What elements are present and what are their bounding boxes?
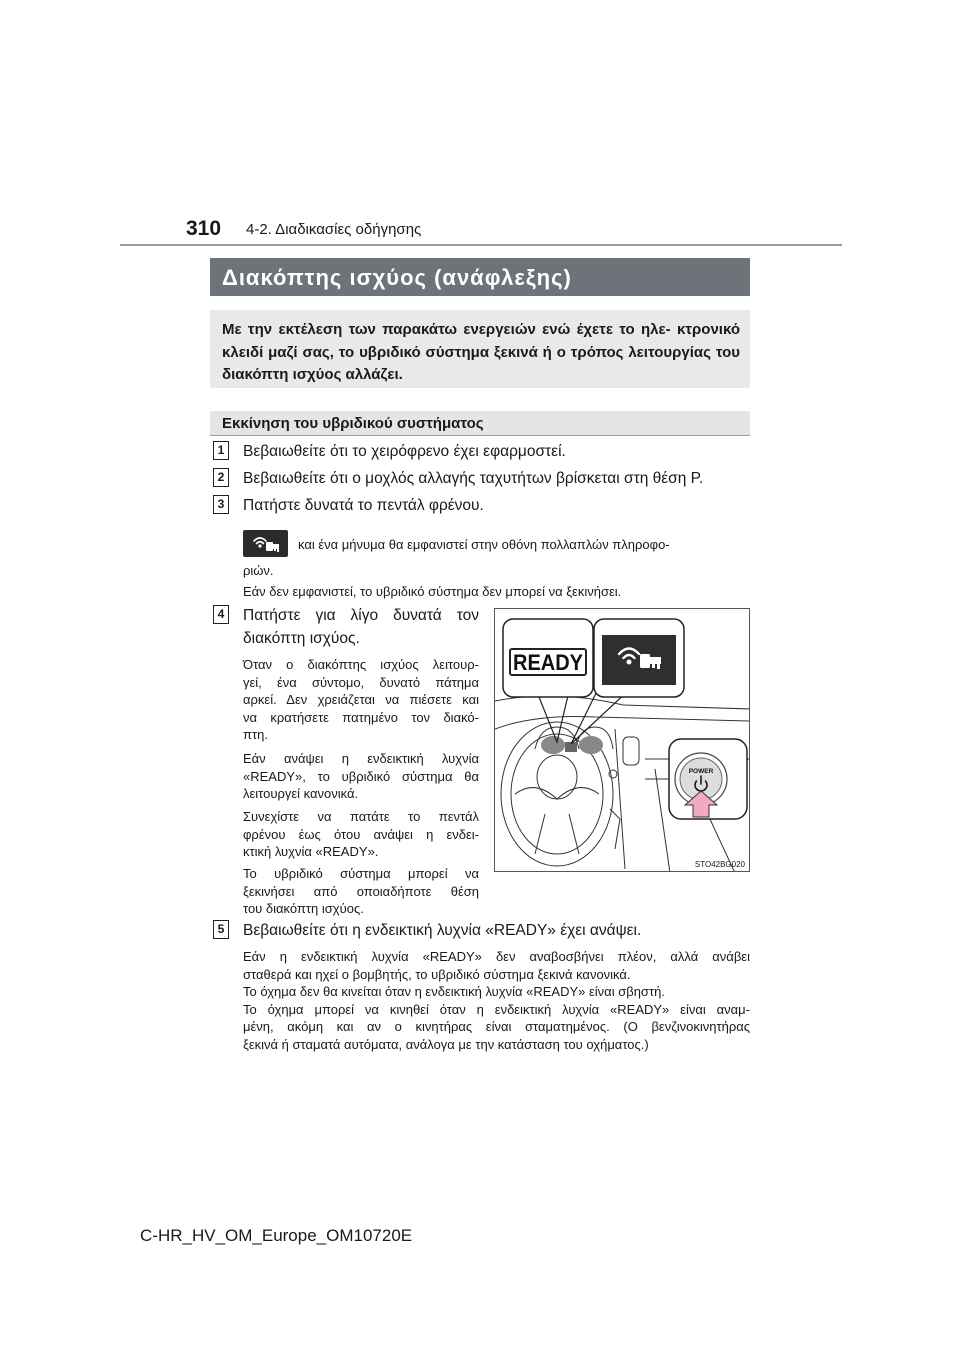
- step-number-3: 3: [213, 495, 229, 514]
- ready-label: READY: [513, 650, 584, 675]
- step4-note-2: Εάν ανάψει η ενδεικτική λυχνία «READY», το υβριδικό σύστημα θα λειτουργεί κανονικά.: [243, 751, 479, 801]
- step3-icon-text-cont: ριών.: [243, 563, 274, 578]
- step-number-2: 2: [213, 468, 229, 487]
- power-label: POWER: [688, 768, 714, 775]
- section-label: 4-2. Διαδικασίες οδήγησης: [246, 221, 422, 238]
- header-divider: [120, 244, 842, 246]
- page-title: Διακόπτης ισχύος (ανάφλεξης): [210, 258, 750, 296]
- step-text-2: Βεβαιωθείτε ότι ο μοχλός αλλαγής ταχυτήτων βρίσκεται στη θέση P.: [243, 470, 704, 487]
- step-text-3: Πατήστε δυνατά το πεντάλ φρένου.: [243, 497, 484, 514]
- step-text-1: Βεβαιωθείτε ότι το χειρόφρενο έχει εφαρμοστεί.: [243, 443, 566, 460]
- step-number-1: 1: [213, 441, 229, 460]
- page-number: 310: [186, 217, 222, 240]
- step4-note-1: Όταν ο διακόπτης ισχύος λειτουρ- γεί, ένα σύντομο, δυνατό πάτημα αρκεί. Δεν χρειάζεται να πιέσετε και να κρατήσετε πατημένο τον διακό- πτη.: [243, 657, 479, 742]
- step-number-4: 4: [213, 605, 229, 624]
- step5-notes: Εάν η ενδεικτική λυχνία «READY» δεν αναβοσβήνει πλέον, αλλά ανάβει σταθερά και ηχεί ο βομβητής, το υβριδικό σύστημα ξεκινά κανονικά. Το όχημα δεν θα κινείται όταν η ενδεικτική λυχνία «READY» είναι σβηστή. Το όχημα μπορεί να κινηθεί όταν η ενδεικτική λυχνία «READY» είναι αναμ- μένη, ακόμη και αν ο κινητήρας είναι σταματημένος. (Ο βενζινοκινητήρας ξεκινά ή σταματά αυτόματα, ανάλογα με την κατάσταση του οχήματος.): [243, 949, 751, 1052]
- step3-note: Εάν δεν εμφανιστεί, το υβριδικό σύστημα δεν μπορεί να ξεκινήσει.: [243, 584, 622, 599]
- step3-icon-text: και ένα μήνυμα θα εμφανιστεί στην οθόνη πολλαπλών πληροφο-: [298, 537, 670, 552]
- footer-doc-id: C-HR_HV_OM_Europe_OM10720E: [140, 1226, 413, 1245]
- subheading: Εκκίνηση του υβριδικού συστήματος: [210, 411, 750, 436]
- step4-note-3: Συνεχίστε να πατάτε το πεντάλ φρένου έως ότου ανάψει η ενδει- κτική λυχνία «READY».: [243, 809, 479, 859]
- step-text-5: Βεβαιωθείτε ότι η ενδεικτική λυχνία «READY» έχει ανάψει.: [243, 922, 642, 939]
- step-text-4: Πατήστε για λίγο δυνατά τον: [243, 607, 479, 624]
- intro-box: Με την εκτέλεση των παρακάτω ενεργειών ενώ έχετε το ηλε- κτρονικό κλειδί μαζί σας, το υβριδικό σύστημα ξεκινά ή ο τρόπος λειτουργίας του διακόπτη ισχύος αλλάζει.: [210, 310, 750, 388]
- figure-code: STO42BG020: [694, 860, 745, 869]
- step-number-5: 5: [213, 920, 229, 939]
- step-text-4-cont: διακόπτη ισχύος.: [243, 630, 360, 647]
- dashboard-illustration: [494, 608, 750, 872]
- ready-indicator-icon: [243, 530, 288, 557]
- step4-note-4: Το υβριδικό σύστημα μπορεί να ξεκινήσει από οποιαδήποτε θέση του διακόπτη ισχύος.: [243, 866, 479, 916]
